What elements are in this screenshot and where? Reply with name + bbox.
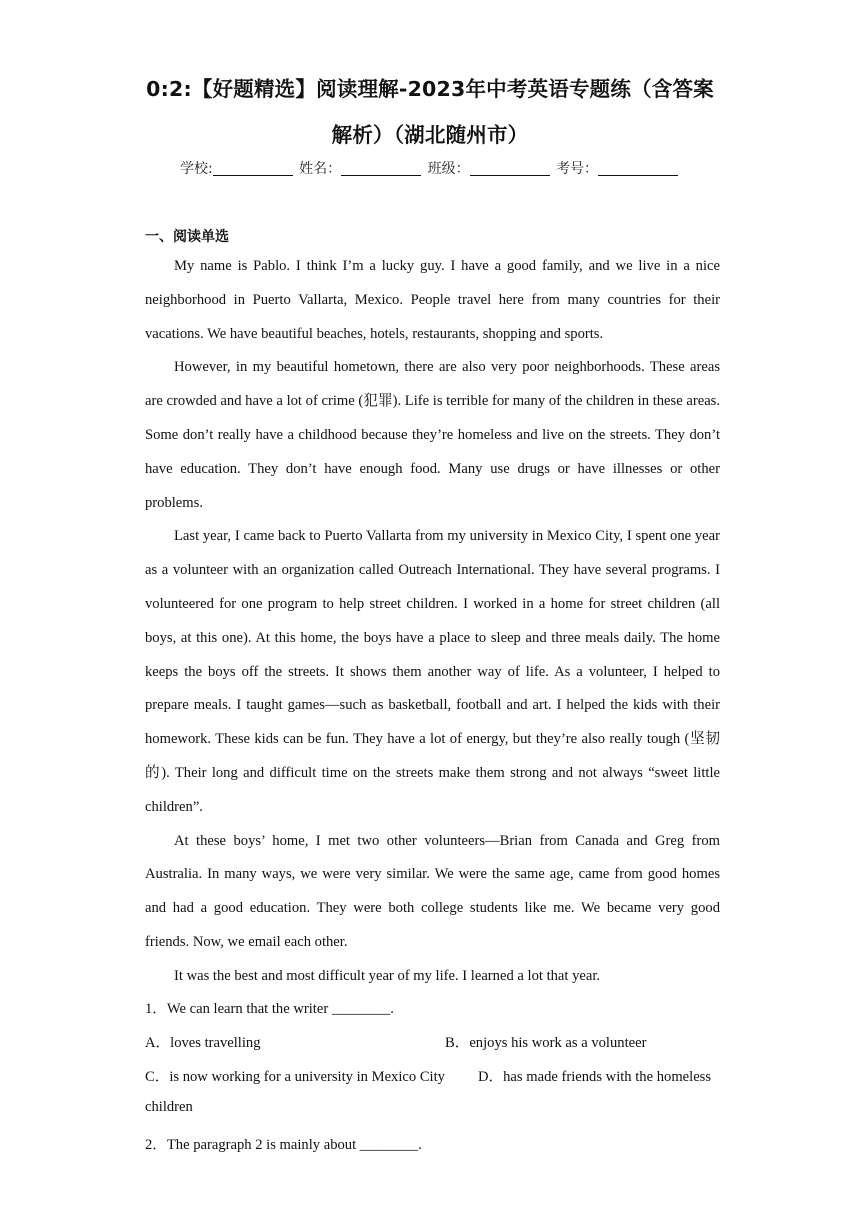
section-title: 一、阅读单选 bbox=[145, 229, 229, 245]
passage-paragraph-3: Last year, I came back to Puerto Vallarta from my university in Mexico City, I spent one year as a volunteer with an organization called Outreach International. They have several programs. I volunteered for one program to help street children. I worked in a home for street children (all boys, at this one). At this home, the boys have a place to sleep and three meals daily. The home keeps the boys off the streets. It shows them another way of life. As a volunteer, I helped to prepare meals. I taught games—such as basketball, football and art. I helped the kids with their homework. These kids can be fun. They have a lot of energy, but they’re also really tough (坚韧的). Their long and difficult time on the streets make them strong and not always “sweet little children”. bbox=[145, 528, 720, 815]
reading-passage bbox=[145, 250, 720, 994]
school-label: 学校: bbox=[179, 161, 213, 177]
question-2-stem: 2．The paragraph 2 is mainly about ________. bbox=[145, 1137, 422, 1153]
passage-paragraph-1: My name is Pablo. I think I’m a lucky guy. I have a good family, and we live in a nice neighborhood in Puerto Vallarta, Mexico. People travel here from many countries for their vacations. We have beautiful beaches, hotels, restaurants, shopping and sports. bbox=[145, 258, 720, 342]
name-blank bbox=[341, 161, 421, 176]
doc-title-line2: 解析）（湖北随州市） bbox=[331, 123, 529, 147]
question-1-option-d: D．has made friends with the homeless bbox=[478, 1069, 712, 1085]
question-1-option-a: A．loves travelling bbox=[145, 1035, 261, 1051]
question-1-option-c: C．is now working for a university in Mexico City bbox=[145, 1069, 445, 1085]
question-1-stem: 1．We can learn that the writer ________. bbox=[145, 1001, 394, 1017]
question-1-option-b: B．enjoys his work as a volunteer bbox=[445, 1035, 647, 1051]
doc-title-line1: 0:2:【好题精选】阅读理解-2023年中考英语专题练（含答案 bbox=[146, 77, 714, 101]
name-label: 姓名： bbox=[299, 161, 342, 177]
exam-no-blank bbox=[598, 161, 678, 176]
passage-paragraph-2: However, in my beautiful hometown, there are also very poor neighborhoods. These areas are crowded and have a lot of crime (犯罪). Life is terrible for many of the children in these areas. Some don’t really have a childhood because they’re homeless and live on the streets. They don’t have education. They don’t have enough food. Many use drugs or have illnesses or other problems. bbox=[145, 359, 720, 511]
school-blank bbox=[213, 161, 293, 176]
exam-no-label: 考号： bbox=[556, 161, 599, 177]
student-info-line bbox=[0, 158, 860, 178]
class-label: 班级： bbox=[427, 161, 470, 177]
passage-paragraph-4: At these boys’ home, I met two other volunteers—Brian from Canada and Greg from Australia. In many ways, we were very similar. We were the same age, came from good homes and had a good education. They were both college students like me. We became very good friends. Now, we email each other. bbox=[145, 832, 720, 950]
class-blank bbox=[470, 161, 550, 176]
passage-paragraph-5: It was the best and most difficult year of my life. I learned a lot that year. bbox=[174, 967, 601, 984]
question-1-option-d-continued: children bbox=[145, 1099, 193, 1115]
